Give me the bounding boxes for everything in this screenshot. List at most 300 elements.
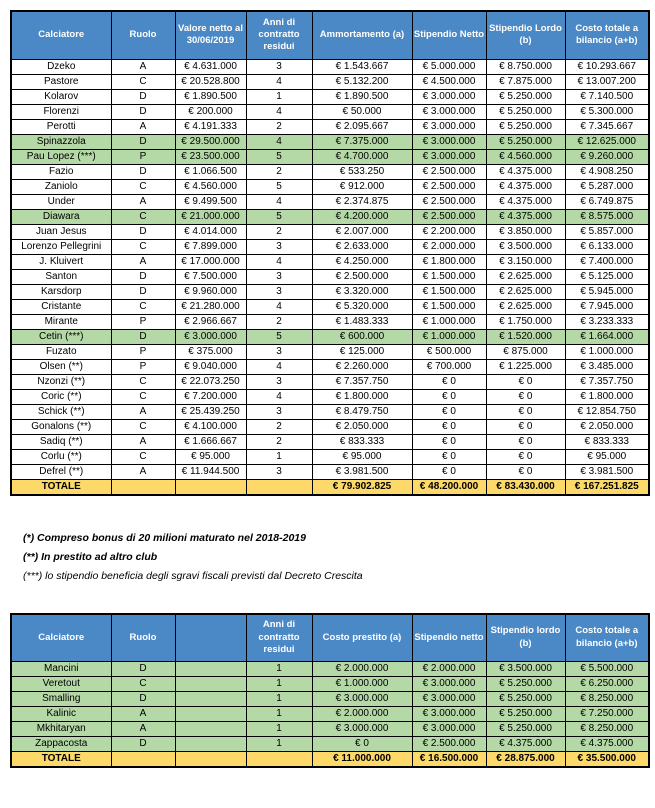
value-cell: € 1.500.000 — [412, 284, 486, 299]
value-cell: C — [111, 74, 175, 89]
value-cell: € 3.485.000 — [565, 359, 649, 374]
table2-header — [11, 614, 649, 662]
column-header: Costo totale a bilancio (a+b) — [565, 614, 649, 662]
value-cell: € 4.500.000 — [412, 74, 486, 89]
value-cell: C — [111, 677, 175, 692]
value-cell: € 533.250 — [312, 164, 412, 179]
value-cell: € 6.250.000 — [565, 677, 649, 692]
value-cell: € 8.250.000 — [565, 692, 649, 707]
player-row — [11, 344, 649, 359]
value-cell: € 7.357.750 — [565, 374, 649, 389]
value-cell: € 4.191.333 — [175, 119, 246, 134]
value-cell: € 8.575.000 — [565, 209, 649, 224]
player-row — [11, 194, 649, 209]
column-header: Calciatore — [11, 11, 111, 59]
value-cell: P — [111, 359, 175, 374]
value-cell — [175, 737, 246, 752]
value-cell: € 2.000.000 — [312, 707, 412, 722]
player-name-cell: Schick (**) — [11, 404, 111, 419]
value-cell: € 7.945.000 — [565, 299, 649, 314]
value-cell: € 3.500.000 — [486, 662, 565, 677]
value-cell: € 1.800.000 — [312, 389, 412, 404]
value-cell: € 10.293.667 — [565, 59, 649, 74]
value-cell: 1 — [246, 677, 312, 692]
value-cell: € 3.000.000 — [412, 692, 486, 707]
value-cell: 3 — [246, 464, 312, 479]
player-name-cell: Fuzato — [11, 344, 111, 359]
value-cell: € 3.000.000 — [412, 134, 486, 149]
value-cell: € 5.250.000 — [486, 722, 565, 737]
value-cell: € 2.050.000 — [565, 419, 649, 434]
value-cell: 4 — [246, 74, 312, 89]
value-cell: € 12.854.750 — [565, 404, 649, 419]
value-cell: € 5.857.000 — [565, 224, 649, 239]
value-cell: 4 — [246, 134, 312, 149]
value-cell: € 7.899.000 — [175, 239, 246, 254]
player-name-cell: Cetin (***) — [11, 329, 111, 344]
total-row — [11, 752, 649, 768]
column-header — [175, 614, 246, 662]
player-row — [11, 299, 649, 314]
value-cell: € 9.499.500 — [175, 194, 246, 209]
total-value-cell: € 167.251.825 — [565, 479, 649, 495]
value-cell: 2 — [246, 314, 312, 329]
column-header: Stipendio lordo (b) — [486, 614, 565, 662]
column-header: Ruolo — [111, 614, 175, 662]
value-cell: € 2.000.000 — [412, 662, 486, 677]
total-value-cell: € 83.430.000 — [486, 479, 565, 495]
total-value-cell — [175, 479, 246, 495]
player-row — [11, 314, 649, 329]
value-cell: € 125.000 — [312, 344, 412, 359]
value-cell: 3 — [246, 344, 312, 359]
value-cell: € 0 — [412, 389, 486, 404]
player-row — [11, 374, 649, 389]
player-row — [11, 404, 649, 419]
player-row — [11, 119, 649, 134]
value-cell: 2 — [246, 164, 312, 179]
value-cell: € 0 — [486, 449, 565, 464]
value-cell: € 9.960.000 — [175, 284, 246, 299]
value-cell: A — [111, 59, 175, 74]
player-row — [11, 89, 649, 104]
column-header: Costo prestito (a) — [312, 614, 412, 662]
value-cell: € 1.750.000 — [486, 314, 565, 329]
value-cell: 1 — [246, 692, 312, 707]
value-cell: D — [111, 284, 175, 299]
value-cell — [175, 677, 246, 692]
player-name-cell: Diawara — [11, 209, 111, 224]
player-name-cell: J. Kluivert — [11, 254, 111, 269]
player-row — [11, 239, 649, 254]
value-cell: A — [111, 254, 175, 269]
player-row — [11, 464, 649, 479]
total-row — [11, 479, 649, 495]
value-cell: € 5.000.000 — [412, 59, 486, 74]
value-cell: € 0 — [312, 737, 412, 752]
value-cell: € 1.520.000 — [486, 329, 565, 344]
player-name-cell: Defrel (**) — [11, 464, 111, 479]
value-cell: € 0 — [486, 464, 565, 479]
value-cell: 4 — [246, 299, 312, 314]
value-cell: 2 — [246, 419, 312, 434]
value-cell: C — [111, 179, 175, 194]
player-row — [11, 284, 649, 299]
value-cell: D — [111, 692, 175, 707]
value-cell: € 3.000.000 — [412, 104, 486, 119]
value-cell: € 3.981.500 — [565, 464, 649, 479]
value-cell: € 1.890.500 — [312, 89, 412, 104]
value-cell: € 1.000.000 — [565, 344, 649, 359]
player-name-cell: Perotti — [11, 119, 111, 134]
player-row — [11, 179, 649, 194]
value-cell: € 2.000.000 — [412, 239, 486, 254]
value-cell: 1 — [246, 449, 312, 464]
player-row — [11, 434, 649, 449]
player-name-cell: Gonalons (**) — [11, 419, 111, 434]
footnote: (***) lo stipendio beneficia degli sgravi fiscali previsti dal Decreto Crescita — [23, 569, 363, 582]
value-cell: € 2.000.000 — [312, 662, 412, 677]
value-cell: € 0 — [486, 374, 565, 389]
total-value-cell — [246, 752, 312, 768]
value-cell: € 1.000.000 — [312, 677, 412, 692]
player-row — [11, 677, 649, 692]
value-cell: € 2.500.000 — [312, 269, 412, 284]
value-cell: € 5.287.000 — [565, 179, 649, 194]
value-cell: 5 — [246, 329, 312, 344]
value-cell: € 7.375.000 — [312, 134, 412, 149]
value-cell: € 1.666.667 — [175, 434, 246, 449]
value-cell: 4 — [246, 104, 312, 119]
value-cell: € 8.250.000 — [565, 722, 649, 737]
value-cell: 1 — [246, 737, 312, 752]
player-name-cell: Kalinic — [11, 707, 111, 722]
value-cell: 4 — [246, 194, 312, 209]
value-cell: 3 — [246, 284, 312, 299]
value-cell: € 5.250.000 — [486, 119, 565, 134]
value-cell: 2 — [246, 224, 312, 239]
value-cell: € 4.375.000 — [486, 194, 565, 209]
value-cell: C — [111, 389, 175, 404]
value-cell: € 1.000.000 — [412, 314, 486, 329]
value-cell: € 4.100.000 — [175, 419, 246, 434]
value-cell: € 2.500.000 — [412, 164, 486, 179]
squad-amortization-table — [10, 10, 650, 496]
value-cell: € 4.014.000 — [175, 224, 246, 239]
player-name-cell: Kolarov — [11, 89, 111, 104]
value-cell: € 0 — [412, 374, 486, 389]
column-header: Anni di contratto residui — [246, 614, 312, 662]
column-header: Stipendio Netto — [412, 11, 486, 59]
player-name-cell: Fazio — [11, 164, 111, 179]
value-cell: D — [111, 329, 175, 344]
value-cell: € 1.800.000 — [565, 389, 649, 404]
value-cell: € 4.908.250 — [565, 164, 649, 179]
player-row — [11, 164, 649, 179]
value-cell: € 1.483.333 — [312, 314, 412, 329]
value-cell: € 3.850.000 — [486, 224, 565, 239]
value-cell: € 11.944.500 — [175, 464, 246, 479]
column-header: Calciatore — [11, 614, 111, 662]
value-cell — [175, 692, 246, 707]
value-cell: € 50.000 — [312, 104, 412, 119]
player-name-cell: Corlu (**) — [11, 449, 111, 464]
player-name-cell: Karsdorp — [11, 284, 111, 299]
value-cell: € 2.500.000 — [412, 209, 486, 224]
value-cell: € 0 — [412, 404, 486, 419]
table1-header — [11, 11, 649, 59]
player-name-cell: Mancini — [11, 662, 111, 677]
value-cell: € 833.333 — [565, 434, 649, 449]
value-cell: 4 — [246, 254, 312, 269]
value-cell — [175, 722, 246, 737]
value-cell: D — [111, 269, 175, 284]
value-cell: 1 — [246, 662, 312, 677]
value-cell: A — [111, 464, 175, 479]
player-row — [11, 359, 649, 374]
total-value-cell: € 11.000.000 — [312, 752, 412, 768]
value-cell: C — [111, 209, 175, 224]
table2-body — [11, 662, 649, 768]
value-cell: A — [111, 434, 175, 449]
value-cell: € 5.250.000 — [486, 134, 565, 149]
value-cell: € 2.260.000 — [312, 359, 412, 374]
value-cell: € 7.140.500 — [565, 89, 649, 104]
player-row — [11, 389, 649, 404]
value-cell: 4 — [246, 359, 312, 374]
value-cell: € 3.000.000 — [412, 89, 486, 104]
value-cell: € 2.625.000 — [486, 284, 565, 299]
value-cell: 5 — [246, 179, 312, 194]
value-cell: € 2.966.667 — [175, 314, 246, 329]
player-name-cell: Veretout — [11, 677, 111, 692]
player-row — [11, 104, 649, 119]
player-row — [11, 149, 649, 164]
value-cell: A — [111, 404, 175, 419]
player-row — [11, 224, 649, 239]
value-cell: € 2.374.875 — [312, 194, 412, 209]
value-cell: 5 — [246, 209, 312, 224]
column-header: Stipendio Lordo (b) — [486, 11, 565, 59]
player-row — [11, 269, 649, 284]
value-cell: A — [111, 722, 175, 737]
value-cell: 3 — [246, 239, 312, 254]
value-cell — [175, 662, 246, 677]
value-cell: C — [111, 239, 175, 254]
value-cell: C — [111, 374, 175, 389]
value-cell: € 9.260.000 — [565, 149, 649, 164]
value-cell: P — [111, 344, 175, 359]
value-cell: € 4.631.000 — [175, 59, 246, 74]
value-cell: € 700.000 — [412, 359, 486, 374]
value-cell: € 1.066.500 — [175, 164, 246, 179]
value-cell: € 5.250.000 — [486, 89, 565, 104]
total-value-cell: € 35.500.000 — [565, 752, 649, 768]
value-cell: € 0 — [412, 449, 486, 464]
value-cell: 2 — [246, 119, 312, 134]
value-cell: € 4.200.000 — [312, 209, 412, 224]
value-cell: € 4.375.000 — [486, 164, 565, 179]
value-cell: 5 — [246, 149, 312, 164]
value-cell: € 600.000 — [312, 329, 412, 344]
total-label-cell: TOTALE — [11, 479, 111, 495]
value-cell: D — [111, 164, 175, 179]
value-cell: 3 — [246, 404, 312, 419]
value-cell: € 2.050.000 — [312, 419, 412, 434]
value-cell: A — [111, 194, 175, 209]
value-cell: € 5.250.000 — [486, 677, 565, 692]
value-cell: € 3.150.000 — [486, 254, 565, 269]
value-cell: 4 — [246, 389, 312, 404]
player-row — [11, 134, 649, 149]
value-cell: € 4.560.000 — [486, 149, 565, 164]
value-cell: € 200.000 — [175, 104, 246, 119]
value-cell: 1 — [246, 707, 312, 722]
player-name-cell: Coric (**) — [11, 389, 111, 404]
value-cell: € 95.000 — [312, 449, 412, 464]
value-cell: € 1.225.000 — [486, 359, 565, 374]
total-value-cell — [175, 752, 246, 768]
total-value-cell — [111, 752, 175, 768]
player-row — [11, 329, 649, 344]
value-cell: € 4.250.000 — [312, 254, 412, 269]
total-label-cell: TOTALE — [11, 752, 111, 768]
value-cell: € 4.700.000 — [312, 149, 412, 164]
value-cell: € 3.000.000 — [312, 692, 412, 707]
value-cell: € 7.250.000 — [565, 707, 649, 722]
player-name-cell: Mkhitaryan — [11, 722, 111, 737]
value-cell: € 1.000.000 — [412, 329, 486, 344]
value-cell: € 4.375.000 — [486, 179, 565, 194]
total-value-cell: € 79.902.825 — [312, 479, 412, 495]
value-cell: € 5.250.000 — [486, 692, 565, 707]
value-cell: € 7.357.750 — [312, 374, 412, 389]
value-cell: € 3.981.500 — [312, 464, 412, 479]
player-row — [11, 449, 649, 464]
value-cell: € 7.345.667 — [565, 119, 649, 134]
value-cell: € 1.890.500 — [175, 89, 246, 104]
value-cell: C — [111, 449, 175, 464]
total-value-cell — [111, 479, 175, 495]
footnote: (*) Compreso bonus di 20 milioni maturato nel 2018-2019 — [23, 531, 306, 544]
value-cell: € 0 — [412, 464, 486, 479]
value-cell: € 3.000.000 — [412, 119, 486, 134]
value-cell: € 3.320.000 — [312, 284, 412, 299]
player-name-cell: Florenzi — [11, 104, 111, 119]
player-row — [11, 254, 649, 269]
value-cell: € 3.000.000 — [412, 722, 486, 737]
value-cell: 3 — [246, 269, 312, 284]
player-row — [11, 74, 649, 89]
player-name-cell: Zaniolo — [11, 179, 111, 194]
spacer — [10, 589, 648, 613]
player-name-cell: Lorenzo Pellegrini — [11, 239, 111, 254]
value-cell: € 3.000.000 — [412, 677, 486, 692]
player-row — [11, 59, 649, 74]
value-cell: € 5.500.000 — [565, 662, 649, 677]
value-cell: D — [111, 89, 175, 104]
value-cell: € 3.000.000 — [412, 149, 486, 164]
value-cell: € 1.500.000 — [412, 299, 486, 314]
value-cell: A — [111, 707, 175, 722]
value-cell: D — [111, 224, 175, 239]
value-cell: € 12.625.000 — [565, 134, 649, 149]
value-cell: € 2.633.000 — [312, 239, 412, 254]
value-cell: 2 — [246, 434, 312, 449]
player-row — [11, 419, 649, 434]
value-cell: 1 — [246, 89, 312, 104]
value-cell: € 22.073.250 — [175, 374, 246, 389]
value-cell: 3 — [246, 59, 312, 74]
value-cell: € 6.749.875 — [565, 194, 649, 209]
total-value-cell — [246, 479, 312, 495]
player-name-cell: Smalling — [11, 692, 111, 707]
value-cell: € 4.560.000 — [175, 179, 246, 194]
value-cell: € 13.007.200 — [565, 74, 649, 89]
value-cell: € 7.200.000 — [175, 389, 246, 404]
total-value-cell: € 28.875.000 — [486, 752, 565, 768]
value-cell: € 5.250.000 — [486, 104, 565, 119]
player-name-cell: Juan Jesus — [11, 224, 111, 239]
value-cell: € 21.280.000 — [175, 299, 246, 314]
value-cell: € 4.375.000 — [565, 737, 649, 752]
column-header: Anni di contratto residui — [246, 11, 312, 59]
value-cell: C — [111, 299, 175, 314]
column-header: Ammortamento (a) — [312, 11, 412, 59]
value-cell: € 3.233.333 — [565, 314, 649, 329]
value-cell: € 6.133.000 — [565, 239, 649, 254]
value-cell: € 1.500.000 — [412, 269, 486, 284]
column-header: Costo totale a bilancio (a+b) — [565, 11, 649, 59]
value-cell: € 2.500.000 — [412, 737, 486, 752]
player-name-cell: Pau Lopez (***) — [11, 149, 111, 164]
table1-body — [11, 59, 649, 495]
value-cell: € 2.500.000 — [412, 179, 486, 194]
player-name-cell: Dzeko — [11, 59, 111, 74]
column-header: Valore netto al 30/06/2019 — [175, 11, 246, 59]
value-cell: € 95.000 — [565, 449, 649, 464]
value-cell: € 25.439.250 — [175, 404, 246, 419]
value-cell: € 2.200.000 — [412, 224, 486, 239]
player-row — [11, 662, 649, 677]
value-cell: € 9.040.000 — [175, 359, 246, 374]
value-cell: € 0 — [486, 434, 565, 449]
value-cell: P — [111, 149, 175, 164]
player-name-cell: Sadiq (**) — [11, 434, 111, 449]
value-cell: € 2.500.000 — [412, 194, 486, 209]
player-row — [11, 692, 649, 707]
value-cell: D — [111, 134, 175, 149]
value-cell: € 0 — [486, 419, 565, 434]
value-cell: € 7.875.000 — [486, 74, 565, 89]
value-cell: € 5.320.000 — [312, 299, 412, 314]
player-name-cell: Olsen (**) — [11, 359, 111, 374]
value-cell: € 1.543.667 — [312, 59, 412, 74]
value-cell: € 21.000.000 — [175, 209, 246, 224]
value-cell: € 2.625.000 — [486, 269, 565, 284]
value-cell: € 5.132.200 — [312, 74, 412, 89]
value-cell: € 0 — [486, 389, 565, 404]
total-value-cell: € 48.200.000 — [412, 479, 486, 495]
player-row — [11, 209, 649, 224]
value-cell: € 8.479.750 — [312, 404, 412, 419]
value-cell: € 2.007.000 — [312, 224, 412, 239]
value-cell: € 5.300.000 — [565, 104, 649, 119]
column-header: Ruolo — [111, 11, 175, 59]
player-row — [11, 737, 649, 752]
player-name-cell: Zappacosta — [11, 737, 111, 752]
value-cell: € 95.000 — [175, 449, 246, 464]
